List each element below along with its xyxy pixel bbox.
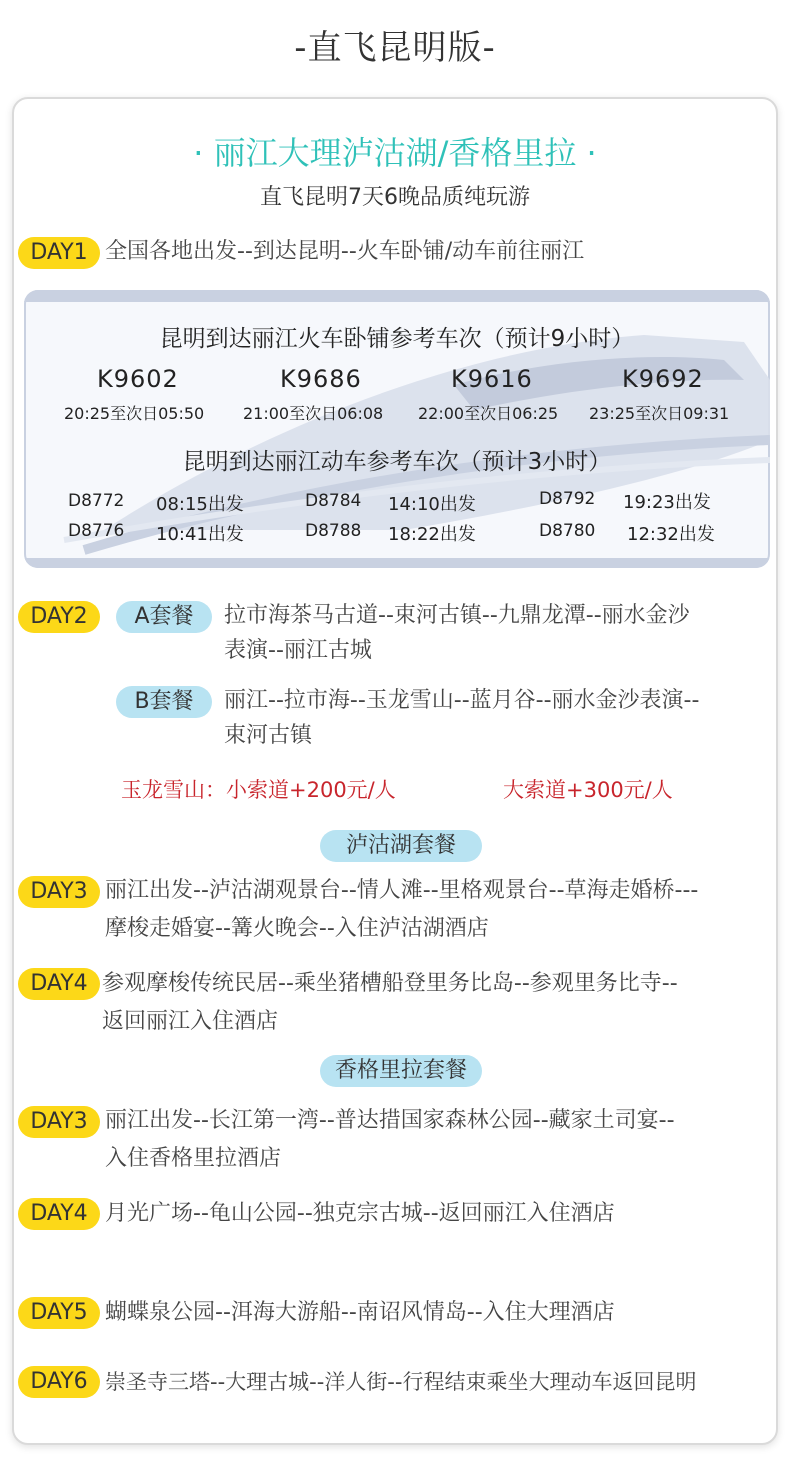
sleeper-code: K9602: [97, 365, 179, 393]
package-b-tag: B套餐: [116, 686, 212, 718]
package-b-line1: 丽江--拉市海--玉龙雪山--蓝月谷--丽水金沙表演--: [224, 688, 700, 713]
lugu-package-tag: 泸沽湖套餐: [320, 830, 482, 862]
bullet-time: 08:15出发: [156, 494, 244, 515]
sleeper-time: 23:25至次日09:31: [589, 404, 730, 423]
bullet-code: D8776: [68, 521, 125, 541]
day1-tag: DAY1: [18, 237, 100, 269]
shangri-la-day4-line1: 月光广场--龟山公园--独克宗古城--返回丽江入住酒店: [105, 1201, 615, 1226]
sleeper-code: K9686: [280, 365, 362, 393]
shangri-la-day3-line2: 入住香格里拉酒店: [105, 1146, 282, 1171]
sleeper-heading: 昆明到达丽江火车卧铺参考车次（预计9小时）: [159, 326, 635, 352]
route-subtitle: 直飞昆明7天6晚品质纯玩游: [260, 185, 530, 210]
package-a-tag: A套餐: [116, 601, 212, 633]
bullet-code: D8788: [305, 521, 362, 541]
bullet-time: 18:22出发: [388, 524, 476, 545]
page-title: -直飞昆明版-: [294, 28, 496, 68]
day6-tag: DAY6: [18, 1366, 100, 1398]
day1-text: 全国各地出发--到达昆明--火车卧铺/动车前往丽江: [105, 239, 585, 264]
sleeper-code: K9692: [622, 365, 704, 393]
lugu-day3-line2: 摩梭走婚宴--篝火晚会--入住泸沽湖酒店: [105, 916, 489, 941]
day5-text: 蝴蝶泉公园--洱海大游船--南诏风情岛--入住大理酒店: [105, 1300, 615, 1325]
day2-tag: DAY2: [18, 601, 100, 633]
lugu-day3-tag: DAY3: [18, 876, 100, 908]
sleeper-time: 20:25至次日05:50: [64, 404, 205, 423]
sleeper-time: 21:00至次日06:08: [243, 404, 384, 423]
cableway-price-small: 玉龙雪山：小索道+200元/人: [121, 778, 396, 802]
bullet-time: 19:23出发: [623, 492, 711, 513]
shangri-la-day3-line1: 丽江出发--长江第一湾--普达措国家森林公园--藏家土司宴--: [105, 1108, 675, 1133]
lugu-day4-line1: 参观摩梭传统民居--乘坐猪槽船登里务比岛--参观里务比寺--: [102, 971, 678, 996]
lugu-day3-line1: 丽江出发--泸沽湖观景台--情人滩--里格观景台--草海走婚桥---: [105, 878, 699, 903]
bullet-code: D8780: [539, 521, 596, 541]
package-b-line2: 束河古镇: [224, 723, 313, 748]
day6-text: 崇圣寺三塔--大理古城--洋人街--行程结束乘坐大理动车返回昆明: [105, 1370, 697, 1394]
cableway-price-big: 大索道+300元/人: [503, 778, 673, 802]
package-a-line2: 表演--丽江古城: [224, 638, 372, 663]
day5-tag: DAY5: [18, 1297, 100, 1329]
bullet-code: D8772: [68, 491, 125, 511]
lugu-day4-line2: 返回丽江入住酒店: [102, 1009, 279, 1034]
shangri-la-day3-tag: DAY3: [18, 1106, 100, 1138]
bullet-time: 10:41出发: [156, 524, 244, 545]
shangri-la-package-tag: 香格里拉套餐: [320, 1055, 482, 1087]
sleeper-code: K9616: [451, 365, 533, 393]
lugu-day4-tag: DAY4: [18, 968, 100, 1000]
sleeper-time: 22:00至次日06:25: [418, 404, 559, 423]
bullet-time: 12:32出发: [627, 524, 715, 545]
bullet-time: 14:10出发: [388, 494, 476, 515]
bullet-heading: 昆明到达丽江动车参考车次（预计3小时）: [182, 449, 612, 475]
bullet-code: D8792: [539, 489, 596, 509]
bullet-code: D8784: [305, 491, 362, 511]
train-schedule-box: [24, 290, 770, 568]
route-title: · 丽江大理泸沽湖/香格里拉 ·: [193, 134, 597, 172]
shangri-la-day4-tag: DAY4: [18, 1198, 100, 1230]
package-a-line1: 拉市海茶马古道--束河古镇--九鼎龙潭--丽水金沙: [224, 603, 690, 628]
